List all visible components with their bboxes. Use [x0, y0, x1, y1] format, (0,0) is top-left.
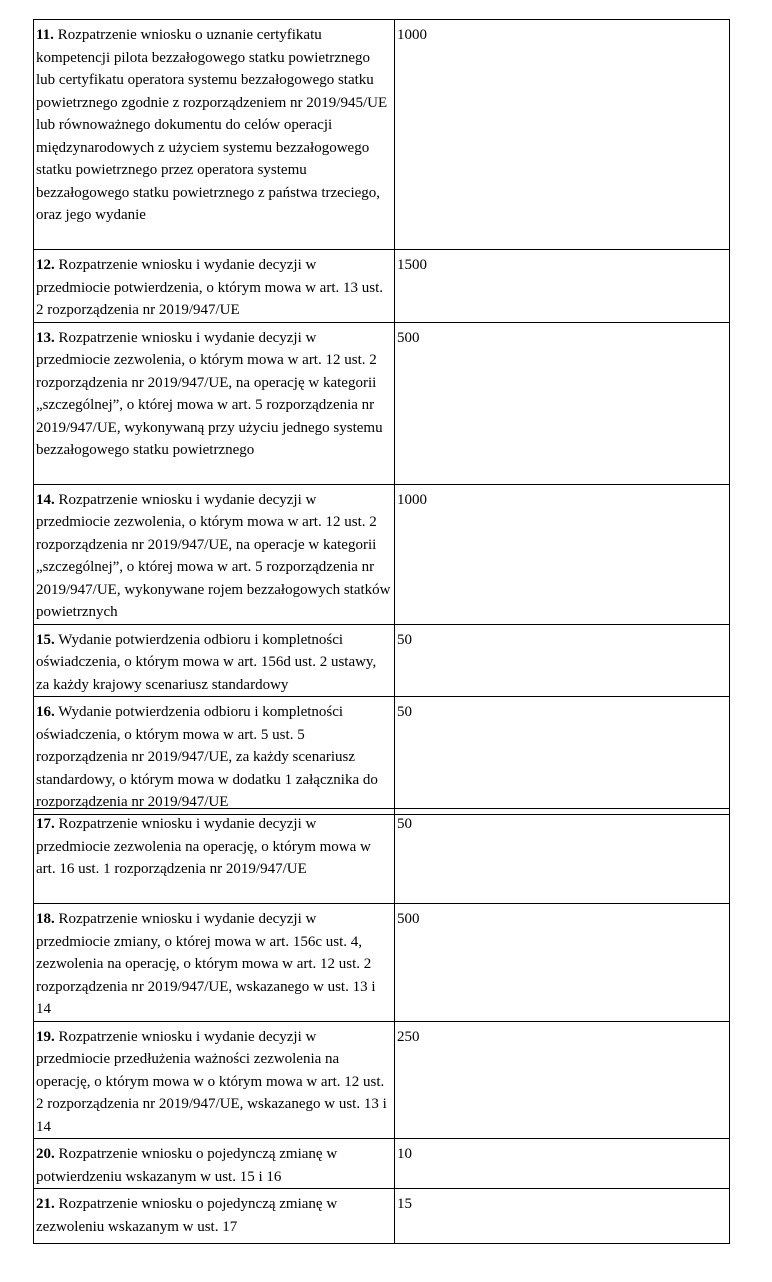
table-row: [34, 322, 730, 484]
table-row: [34, 1139, 730, 1189]
row-number: 19.: [36, 1028, 55, 1045]
row-description: [34, 809, 395, 904]
row-description: [34, 904, 395, 1022]
row-number: 15.: [36, 631, 55, 648]
row-text: Rozpatrzenie wniosku i wydanie decyzji w przedmiocie przedłużenia ważności zezwolenia na operację, o którym mowa w o którym mowa w art. 12 ust. 2 rozporządzenia nr 2019/947/UE, wskazanego w ust. 13 i 14: [36, 1028, 387, 1135]
row-description: [34, 1139, 395, 1189]
row-number: 14.: [36, 491, 55, 508]
row-text: Rozpatrzenie wniosku i wydanie decyzji w przedmiocie zezwolenia, o którym mowa w art. 12 ust. 2 rozporządzenia nr 2019/947/UE, na operacje w kategorii „szczególnej”, o której mowa w art. 5 rozporządzenia nr 2019/947/UE, wykonywane rojem bezzałogowych statków powietrznych: [36, 491, 391, 620]
row-fee: 500: [395, 322, 730, 484]
table-row: [34, 1021, 730, 1139]
row-description: [34, 484, 395, 624]
row-text: Rozpatrzenie wniosku i wydanie decyzji w przedmiocie zmiany, o której mowa w art. 156c ust. 4, zezwolenia na operację, o którym mowa w art. 12 ust. 2 rozporządzenia nr 2019/947/UE, wskazanego w ust. 13 i 14: [36, 911, 376, 1017]
row-fee: 10: [395, 1139, 730, 1189]
row-fee: 1000: [395, 484, 730, 624]
row-number: 21.: [36, 1196, 55, 1212]
row-fee: 50: [395, 624, 730, 697]
row-fee: 15: [395, 1189, 730, 1244]
table-row: [34, 904, 730, 1022]
row-fee: 1000: [395, 20, 730, 250]
row-description: [34, 624, 395, 697]
row-text: Rozpatrzenie wniosku i wydanie decyzji w przedmiocie zezwolenia na operację, o którym mowa w art. 16 ust. 1 rozporządzenia nr 2019/947/UE: [36, 816, 371, 877]
row-description: [34, 20, 395, 250]
row-text: Wydanie potwierdzenia odbioru i kompletności oświadczenia, o którym mowa w art. 156d ust. 2 ustawy, za każdy krajowy scenariusz standardowy: [36, 631, 377, 693]
row-description: [34, 250, 395, 323]
row-fee: 500: [395, 904, 730, 1022]
table-row: [34, 697, 730, 815]
row-text: Rozpatrzenie wniosku o pojedynczą zmianę w potwierdzeniu wskazanym w ust. 15 i 16: [36, 1146, 338, 1185]
fee-table-part-2: [33, 808, 730, 1244]
row-description: [34, 1021, 395, 1139]
row-fee: 1500: [395, 250, 730, 323]
row-text: Rozpatrzenie wniosku o uznanie certyfikatu kompetencji pilota bezzałogowego statku powietrznego lub certyfikatu operatora systemu bezzałogowego statku powietrznego zgodnie z rozporządzeniem nr 2019/945/UE lub równoważnego dokumentu do celów operacji międzynarodowych z użyciem systemu bezzałogowego statku powietrznego przez operatora systemu bezzałogowego statku powietrznego z państwa trzeciego, oraz jego wydanie: [36, 27, 388, 223]
row-fee: 50: [395, 809, 730, 904]
row-number: 12.: [36, 257, 55, 273]
table-row: [34, 484, 730, 624]
row-fee: 50: [395, 697, 730, 815]
row-number: 13.: [36, 329, 55, 346]
row-text: Rozpatrzenie wniosku i wydanie decyzji w przedmiocie zezwolenia, o którym mowa w art. 12 ust. 2 rozporządzenia nr 2019/947/UE, na operację w kategorii „szczególnej”, o której mowa w art. 5 rozporządzenia nr 2019/947/UE, wykonywaną przy użyciu jednego systemu bezzałogowego statku powietrznego: [36, 329, 383, 458]
row-description: [34, 697, 395, 815]
table-row: [34, 624, 730, 697]
row-description: [34, 322, 395, 484]
row-description: [34, 1189, 395, 1244]
row-text: Wydanie potwierdzenia odbioru i kompletności oświadczenia, o którym mowa w art. 5 ust. 5 rozporządzenia nr 2019/947/UE, za każdy scenariusz standardowy, o którym mowa w dodatku 1 załącznika do rozporządzenia nr 2019/947/UE: [36, 704, 378, 810]
row-number: 11.: [36, 27, 54, 43]
row-number: 18.: [36, 911, 55, 927]
row-number: 20.: [36, 1146, 55, 1162]
row-fee: 250: [395, 1021, 730, 1139]
row-number: 17.: [36, 816, 55, 832]
table-row: [34, 809, 730, 904]
fee-table-part-1: [33, 19, 730, 815]
row-text: Rozpatrzenie wniosku i wydanie decyzji w przedmiocie potwierdzenia, o którym mowa w art. 13 ust. 2 rozporządzenia nr 2019/947/UE: [36, 257, 383, 318]
row-text: Rozpatrzenie wniosku o pojedynczą zmianę w zezwoleniu wskazanym w ust. 17: [36, 1196, 338, 1235]
table-row: [34, 1189, 730, 1244]
row-number: 16.: [36, 704, 55, 720]
table-row: [34, 250, 730, 323]
table-row: [34, 20, 730, 250]
